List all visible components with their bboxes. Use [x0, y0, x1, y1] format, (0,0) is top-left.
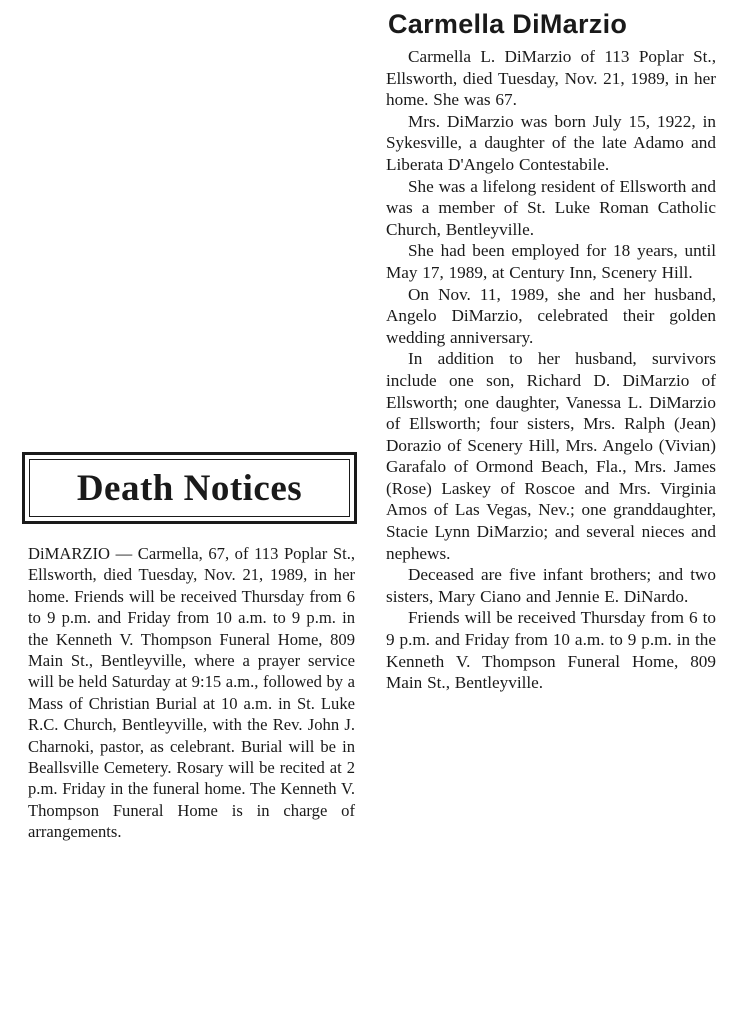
obituary-title: Carmella DiMarzio [388, 9, 628, 39]
death-notices-heading: Death Notices [76, 467, 303, 509]
obituary-paragraph: On Nov. 11, 1989, she and her husband, Angelo DiMarzio, celebrated their golden wedding anniversary. [386, 284, 716, 347]
obituary-paragraph: Friends will be received Thursday from 6 to 9 p.m. and Friday from 10 a.m. to 9 p.m. in the Kenneth V. Thompson Funeral Home, 809 Main St., Bentleyville. [386, 608, 716, 693]
obituary-paragraph: In addition to her husband, survivors include one son, Richard D. DiMarzio of Ellsworth; one daughter, Vanessa L. DiMarzio of Ellsworth; four sisters, Mrs. Ralph (Jean) Dorazio of Scenery Hill, Mrs. Angelo (Vivian) Garafalo of Ormond Beach, Fla., Mrs. James (Rose) Laskey of Roscoe and Mrs. Virginia Amos of Las Vegas, Nev.; one granddaughter, Stacie Lynn DiMarzio; and several nieces and nephews. [386, 349, 716, 563]
obituary-paragraph: She was a lifelong resident of Ellsworth and was a member of St. Luke Roman Catholic Church, Bentleyville. [386, 176, 716, 239]
obituary-paragraph: She had been employed for 18 years, until May 17, 1989, at Century Inn, Scenery Hill. [386, 241, 716, 282]
obituary-article [386, 8, 716, 694]
obituary-paragraph: Carmella L. DiMarzio of 113 Poplar St., Ellsworth, died Tuesday, Nov. 21, 1989, in her home. She was 67. [386, 47, 716, 110]
death-notices-header-box [22, 452, 357, 524]
obituary-paragraph: Mrs. DiMarzio was born July 15, 1922, in Sykesville, a daughter of the late Adamo and Liberata D'Angelo Contestabile. [386, 111, 716, 174]
obituary-paragraph: Deceased are five infant brothers; and two sisters, Mary Ciano and Jennie E. DiNardo. [386, 565, 716, 606]
death-notice-entry: DiMARZIO — Carmella, 67, of 113 Poplar St., Ellsworth, died Tuesday, Nov. 21, 1989, in her home. Friends will be received Thursday from 6 to 9 p.m. and Friday from 10 a.m. to 9 p.m. in the Kenneth V. Thompson Funeral Home, 809 Main St., Bentleyville, where a prayer service will be held Saturday at 9:15 a.m., followed by a Mass of Christian Burial at 10 a.m. in St. Luke R.C. Church, Bentleyville, with the Rev. John J. Charnoki, pastor, as celebrant. Burial will be in Beallsville Cemetery. Rosary will be recited at 2 p.m. Friday in the funeral home. The Kenneth V. Thompson Funeral Home is in charge of arrangements. [28, 544, 355, 842]
